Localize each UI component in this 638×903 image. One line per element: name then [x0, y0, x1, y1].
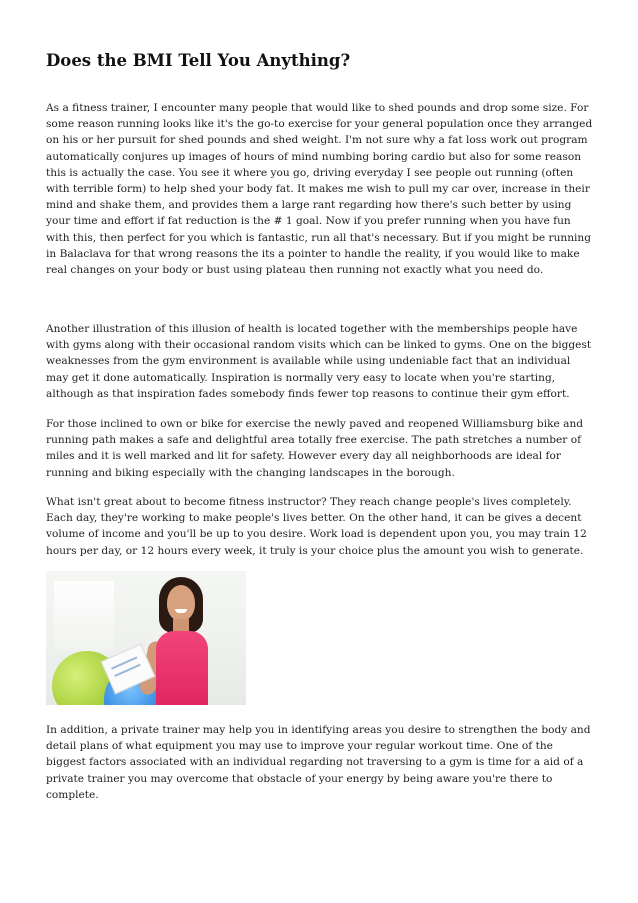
paragraph-3: For those inclined to own or bike for exercise the newly paved and reopened Williamsburg bike and running path makes a safe and delightful area totally free exercise. The path stretches a number of miles and it is well marked and lit for safety. However every day all neighborhoods are ideal for running and biking especially with the changing landscapes in the borough. [46, 418, 584, 479]
paragraph-5: In addition, a private trainer may help you in identifying areas you desire to strengthen the body and detail plans of what equipment you may use to improve your regular workout time. One of the biggest factors associated with an individual regarding not traversing to a gym is time for a aid of a private trainer you may overcome that obstacle of your energy by being aware you're there to complete. [46, 724, 591, 801]
document-title: Does the BMI Tell You Anything? [46, 51, 351, 70]
window-light [54, 581, 114, 651]
trainer-face [167, 585, 195, 621]
paragraph-2: Another illustration of this illusion of health is located together with the memberships people have with gyms along with their occasional random visits which can be linked to gyms. One on the biggest weaknesses from the gym environment is available while using undeniable fact that an individual may get it done automatically. Inspiration is normally very easy to locate when you're starting, although as that inspiration fades somebody finds fewer top reasons to continue their gym effort. [46, 323, 592, 400]
paragraph-4: What isn't great about to become fitness instructor? They reach change people's lives completely. Each day, they're working to make people's lives better. On the other hand, it can be gives a decent volume of income and you'll be up to you desire. Work load is dependent upon you, you may train 12 hours per day, or 12 hours every week, it truly is your choice plus the amount you wish to generate. [46, 496, 587, 557]
pink-tank-top [156, 631, 208, 705]
fitness-trainer-photo [46, 571, 246, 705]
paragraph-1: As a fitness trainer, I encounter many people that would like to shed pounds and drop some size. For some reason running looks like it's the go-to exercise for your general population once they arranged on his or her pursuit for shed pounds and shed weight. I'm not sure why a fat loss work out program automatically conjures up images of hours of mind numbing boring cardio but also for some reason this is actually the case. You see it where you go, driving everyday I see people out running (often with terrible form) to help shed your body fat. It makes me wish to pull my car over, increase in their mind and shake them, and provides them a large rant regarding how there's such better by using your time and effort if fat reduction is the # 1 goal. Now if you prefer running when you have fun with this, then perfect for you which is fantastic, run all that's necessary. But if you might be running in Balaclava for that wrong reasons the its a pointer to handle the reality, if you would like to make real changes on your body or bust using plateau then running not exactly what you need do. [46, 102, 593, 277]
